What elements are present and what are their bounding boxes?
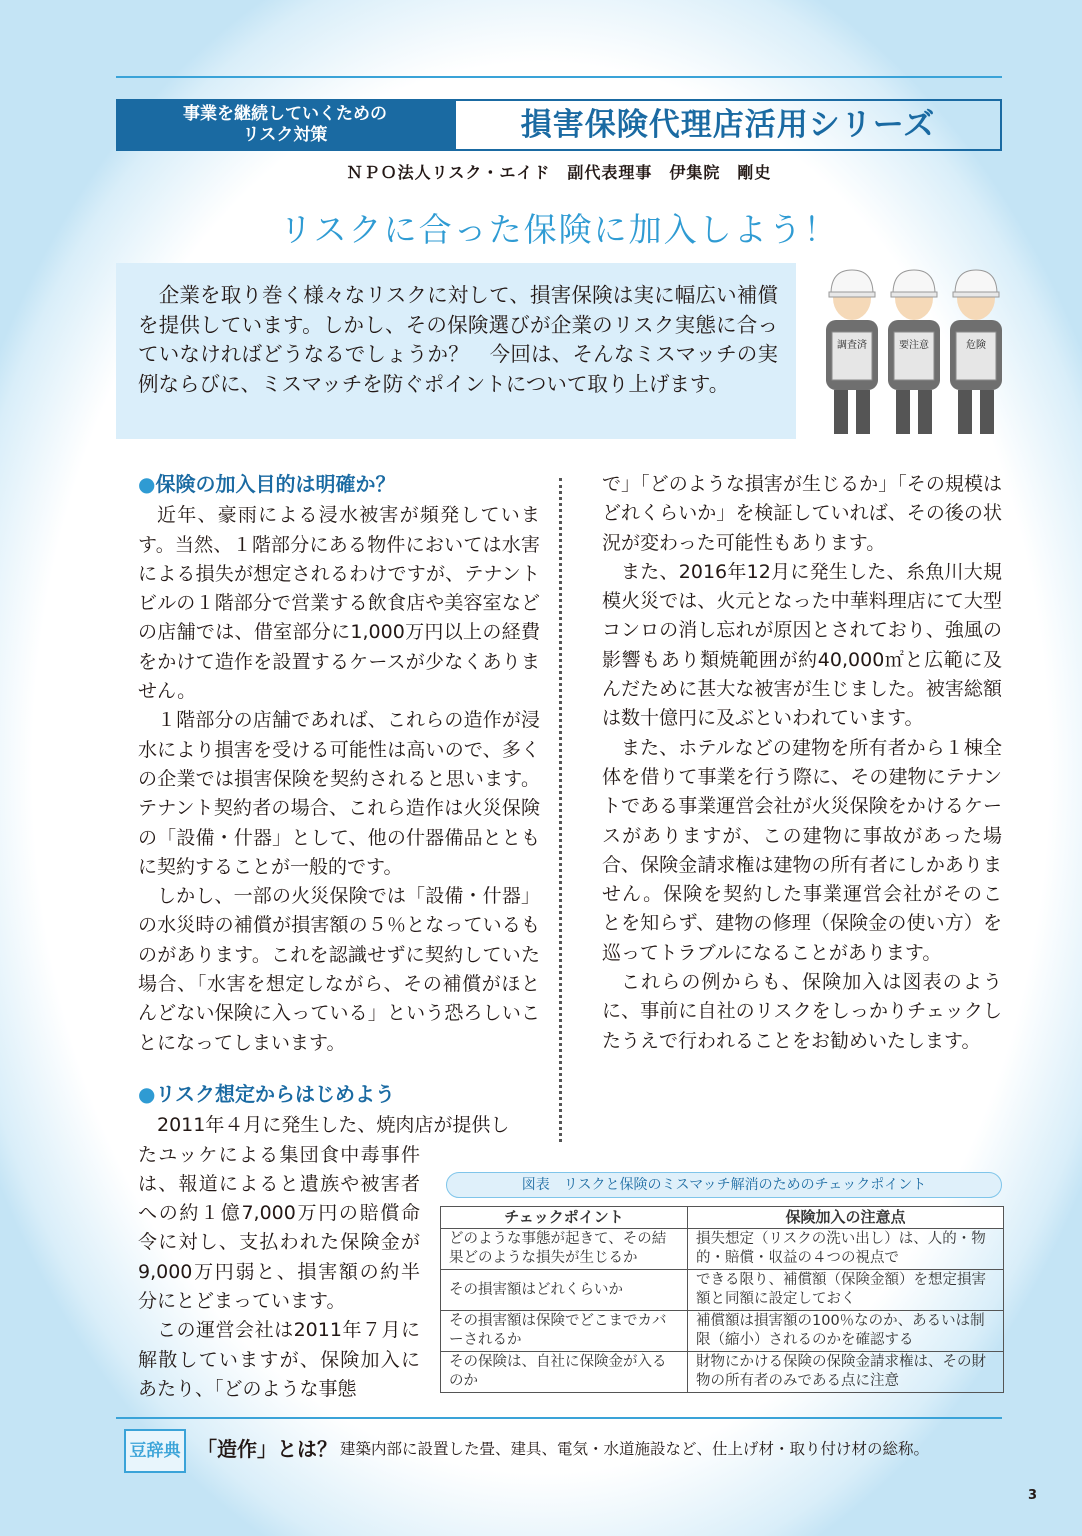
table-cell: どのような事態が起きて、その結果どのような損失が生じるか <box>441 1229 688 1270</box>
section2-heading: ●リスク想定からはじめよう <box>138 1081 396 1106</box>
sign-3-text: 危険 <box>966 340 986 351</box>
sign-2-text: 要注意 <box>899 340 929 351</box>
glossary-definition: 建築内部に設置した畳、建具、電気・水道施設など、仕上げ材・取り付け材の総称。 <box>340 1440 930 1458</box>
sign-1-text: 調査済 <box>837 340 867 351</box>
section1-heading: ●保険の加入目的は明確か？ <box>138 472 396 496</box>
article-title: リスクに合った保険に加入しよう！ <box>279 210 839 249</box>
right-paragraph-2: また、2016年12月に発生した、糸魚川大規模火災では、火元となった中華料理店にて大型コンロの消し忘れが原因とされており、強風の影響もあり類焼範囲が約40,000㎡と広範に及んだために甚大な被害が生じました。被害総額は数十億円に及ぶといわれています。 <box>602 560 1002 730</box>
section1-paragraph-1: 近年、豪雨による浸水被害が頻発しています。当然、１階部分にある物件においては水害による損失が想定されるわけですが、テナントビルの１階部分で営業する飲食店や美容室などの店舗では、借室部分に1,000万円以上の経費をかけて造作を設置するケースが少なくありません。 <box>138 504 540 703</box>
table-cell: できる限り、補償額（保険金額）を想定損害額と同額に設定しておく <box>688 1270 1004 1311</box>
top-rule <box>116 76 1002 78</box>
checkpoint-table <box>440 1206 1004 1393</box>
intro-text: 企業を取り巻く様々なリスクに対して、損害保険は実に幅広い補償を提供しています。しかし、その保険選びが企業のリスク実態に合っていなければどうなるでしょうか？ 今回は、そんなミスマッチの実例ならびに、ミスマッチを防ぐポイントについて取り上げます。 <box>138 283 779 396</box>
worker-3 <box>950 270 1002 434</box>
table-header-cell: チェックポイント <box>441 1207 688 1229</box>
series-title: 損害保険代理店活用シリーズ <box>454 99 1002 151</box>
section1-paragraph-3: しかし、一部の火災保険では「設備・什器」の水災時の補償が損害額の５％となっているものがあります。これを認識せずに契約していた場合、「水害を想定しながら、その補償がほとんどない保険に入っている」という恐ろしいことになってしまいます。 <box>138 885 540 1054</box>
intro-box <box>116 263 796 439</box>
glossary-icon: 豆辞典 <box>124 1429 186 1473</box>
column-divider <box>559 478 562 1142</box>
table-cell: その損害額は保険でどこまでカバーされるか <box>441 1311 688 1352</box>
glossary-term: 「造作」とは？ <box>197 1437 337 1461</box>
right-column <box>602 470 1002 1056</box>
table-row <box>441 1229 1004 1270</box>
table-header-cell: 保険加入の注意点 <box>688 1207 1004 1229</box>
right-paragraph-4: これらの例からも、保険加入は図表のように、事前に自社のリスクをしっかりチェックしたうえで行われることをお勧めいたします。 <box>602 971 1002 1052</box>
section2-paragraph-1: たユッケによる集団食中毒事件は、報道によると遺族や被害者への約１億7,000万円の賠償命令に対し、支払われた保険金が9,000万円弱と、損害額の約半分にとどまっています。 <box>138 1143 420 1313</box>
worker-2 <box>888 270 940 434</box>
series-category-line2: リスク対策 <box>242 125 328 145</box>
table-cell: 補償額は損害額の100％なのか、あるいは制限（縮小）されるのかを確認する <box>688 1311 1004 1352</box>
worker-1 <box>826 270 878 434</box>
table-cell: その損害額はどれくらいか <box>441 1270 688 1311</box>
table-header-row <box>441 1207 1004 1229</box>
series-category-line1: 事業を継続していくための <box>183 104 387 124</box>
table-title: 図表 リスクと保険のミスマッチ解消のためのチェックポイント <box>446 1172 1002 1198</box>
right-paragraph-3: また、ホテルなどの建物を所有者から１棟全体を借りて事業を行う際に、その建物にテナントである事業運営会社が火災保険をかけるケースがありますが、この建物に事故があった場合、保険金請求権は建物の所有者にしかありません。保険を契約した事業運営会社がそのことを知らず、建物の修理（保険金の使い方）を巡ってトラブルになることがあります。 <box>602 736 1002 964</box>
right-paragraph-1: で」「どのような損害が生じるか」「その規模はどれくらいか」を検証していれば、その後の状況が変わった可能性もあります。 <box>602 473 1002 554</box>
section1-paragraph-2: １階部分の店舗であれば、これらの造作が浸水により損害を受ける可能性は高いので、多くの企業では損害保険を契約されると思います。テナント契約者の場合、これら造作は火災保険の「設備・什器」として、他の什器備品とともに契約することが一般的です。 <box>138 709 540 878</box>
footer-rule <box>116 1417 1002 1419</box>
section2-paragraph-2: この運営会社は2011年７月に解散していますが、保険加入にあたり、「どのような事態 <box>138 1319 420 1400</box>
table-row <box>441 1311 1004 1352</box>
safety-workers-illustration <box>818 262 1008 444</box>
series-banner <box>116 99 1002 151</box>
bullet-dot-icon: ● <box>138 1081 156 1106</box>
table-cell: 財物にかける保険の保険金請求権は、その財物の所有者のみである点に注意 <box>688 1352 1004 1393</box>
author-line: ＮＰＯ法人リスク・エイド 副代表理事 伊集院 剛史 <box>346 163 772 182</box>
checkpoint-table-figure <box>440 1172 1004 1408</box>
table-cell: その保険は、自社に保険金が入るのか <box>441 1352 688 1393</box>
table-row <box>441 1270 1004 1311</box>
section2-paragraph-1-first-line: 2011年４月に発生した、焼肉店が提供し <box>157 1114 510 1137</box>
table-row <box>441 1352 1004 1393</box>
table-cell: 損失想定（リスクの洗い出し）は、人的・物的・賠償・収益の４つの視点で <box>688 1229 1004 1270</box>
bullet-dot-icon: ● <box>138 472 156 496</box>
page-number: 3 <box>1028 1488 1038 1503</box>
series-category <box>116 99 454 151</box>
